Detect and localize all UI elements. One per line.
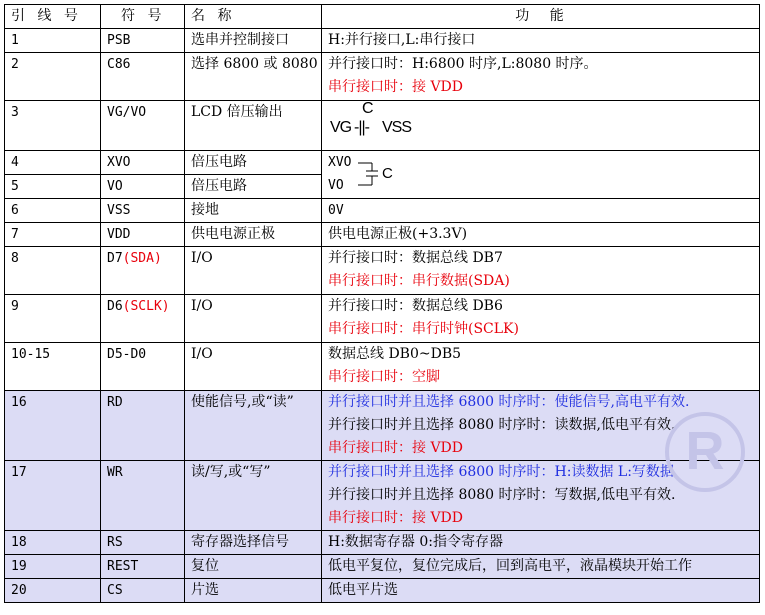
table-row (5, 29, 760, 53)
function-cell: 低电平复位，复位完成后，回到高电平，液晶模块开始工作 (322, 555, 760, 579)
table-row (5, 101, 760, 151)
function-cell (322, 461, 760, 531)
pin-cell: 9 (5, 295, 101, 343)
table-row (5, 461, 760, 531)
name-cell: 倍压电路 (185, 175, 322, 199)
table-row (5, 53, 760, 101)
table-row (5, 531, 760, 555)
table-row (5, 555, 760, 579)
symbol-text: D6 (107, 299, 123, 314)
name-cell: 复位 (185, 555, 322, 579)
symbol-cell: RS (101, 531, 185, 555)
function-cell (322, 101, 760, 151)
function-cell: 低电平片选 (322, 579, 760, 603)
pin-cell: 8 (5, 247, 101, 295)
name-cell: 接地 (185, 199, 322, 223)
table-row (5, 247, 760, 295)
table-row (5, 343, 760, 391)
name-cell: 读/写,或“写” (185, 461, 322, 531)
name-cell: 使能信号,或“读” (185, 391, 322, 461)
table-row (5, 579, 760, 603)
capacitor-icon: -||- (354, 119, 369, 136)
symbol-cell (101, 247, 185, 295)
symbol-cell: REST (101, 555, 185, 579)
capacitor-label: C (362, 100, 373, 117)
name-cell: I/O (185, 343, 322, 391)
table-row (5, 151, 760, 175)
parallel-6800-note: 并行接口时并且选择 6800 时序时：使能信号,高电平有效. (328, 394, 690, 410)
name-cell: 选串并控制接口 (185, 29, 322, 53)
pin-cell: 17 (5, 461, 101, 531)
serial-note: 串行接口时：接 VDD (328, 440, 464, 456)
symbol-cell: D5-D0 (101, 343, 185, 391)
name-cell: LCD 倍压输出 (185, 101, 322, 151)
function-line: H:并行接口,L:串行接口 (328, 32, 476, 48)
pin-cell: 3 (5, 101, 101, 151)
function-line: 并行接口时并且选择 8080 时序时：读数据,低电平有效. (328, 417, 676, 433)
function-cell (322, 29, 760, 53)
function-cell (322, 247, 760, 295)
function-line: 并行接口时：数据总线 DB6 (328, 298, 503, 314)
function-cell: 0V (322, 199, 760, 223)
symbol-cell: VG/VO (101, 101, 185, 151)
parallel-6800-note: 并行接口时并且选择 6800 时序时：H:读数据 L:写数据 (328, 464, 674, 480)
header-name: 名 称 (185, 5, 322, 29)
symbol-cell: CS (101, 579, 185, 603)
capacitor-diagram (328, 101, 759, 149)
pin-cell: 5 (5, 175, 101, 199)
function-line: 并行接口时：数据总线 DB7 (328, 250, 503, 266)
serial-note: 串行接口时：串行时钟(SCLK) (328, 321, 519, 337)
xvo-label: XVO (328, 155, 352, 170)
table-row (5, 199, 760, 223)
name-cell: I/O (185, 295, 322, 343)
pin-cell: 6 (5, 199, 101, 223)
doubler-capacitor-diagram (328, 151, 759, 197)
vo-label: VO (328, 178, 344, 193)
function-cell: 供电电源正极(+3.3V) (322, 223, 760, 247)
name-cell: 选择 6800 或 8080 (185, 53, 322, 101)
name-cell: 供电电源正极 (185, 223, 322, 247)
function-line: 并行接口时：H:6800 时序,L:8080 时序。 (328, 56, 598, 72)
symbol-cell: C86 (101, 53, 185, 101)
name-cell: 寄存器选择信号 (185, 531, 322, 555)
pin-cell: 7 (5, 223, 101, 247)
symbol-cell: VO (101, 175, 185, 199)
symbol-cell: XVO (101, 151, 185, 175)
pin-cell: 4 (5, 151, 101, 175)
function-cell (322, 151, 760, 199)
symbol-cell: WR (101, 461, 185, 531)
pin-cell: 18 (5, 531, 101, 555)
serial-note: 串行接口时：串行数据(SDA) (328, 273, 510, 289)
header-function: 功 能 (322, 5, 760, 29)
function-cell (322, 343, 760, 391)
registered-watermark-icon: R (665, 412, 745, 492)
pin-cell: 19 (5, 555, 101, 579)
function-line: 数据总线 DB0~DB5 (328, 346, 462, 362)
symbol-cell: PSB (101, 29, 185, 53)
symbol-cell: VDD (101, 223, 185, 247)
header-symbol: 符 号 (101, 5, 185, 29)
header-pin: 引 线 号 (5, 5, 101, 29)
symbol-cell: VSS (101, 199, 185, 223)
header-row (5, 5, 760, 29)
table-row (5, 223, 760, 247)
table-row (5, 295, 760, 343)
function-cell: H:数据寄存器 0:指令寄存器 (322, 531, 760, 555)
serial-note: 串行接口时：接 VDD (328, 510, 464, 526)
pin-cell: 20 (5, 579, 101, 603)
serial-note: 串行接口时：接 VDD (328, 79, 464, 95)
symbol-text: D7 (107, 251, 123, 266)
pin-cell: 2 (5, 53, 101, 101)
name-cell: 片选 (185, 579, 322, 603)
name-cell: 倍压电路 (185, 151, 322, 175)
serial-note: 串行接口时：空脚 (328, 369, 440, 385)
capacitor-label: C (382, 165, 393, 182)
function-cell (322, 295, 760, 343)
serial-symbol: (SCLK) (122, 299, 170, 314)
table-row (5, 391, 760, 461)
pin-cell: 10-15 (5, 343, 101, 391)
serial-symbol: (SDA) (122, 251, 162, 266)
function-line: 并行接口时并且选择 8080 时序时：写数据,低电平有效. (328, 487, 676, 503)
function-cell (322, 53, 760, 101)
vss-label: VSS (382, 119, 412, 136)
vg-label: VG (330, 119, 352, 136)
name-cell: I/O (185, 247, 322, 295)
pin-cell: 16 (5, 391, 101, 461)
pin-cell: 1 (5, 29, 101, 53)
pin-definition-table (4, 4, 760, 603)
symbol-cell (101, 295, 185, 343)
symbol-cell: RD (101, 391, 185, 461)
function-cell (322, 391, 760, 461)
